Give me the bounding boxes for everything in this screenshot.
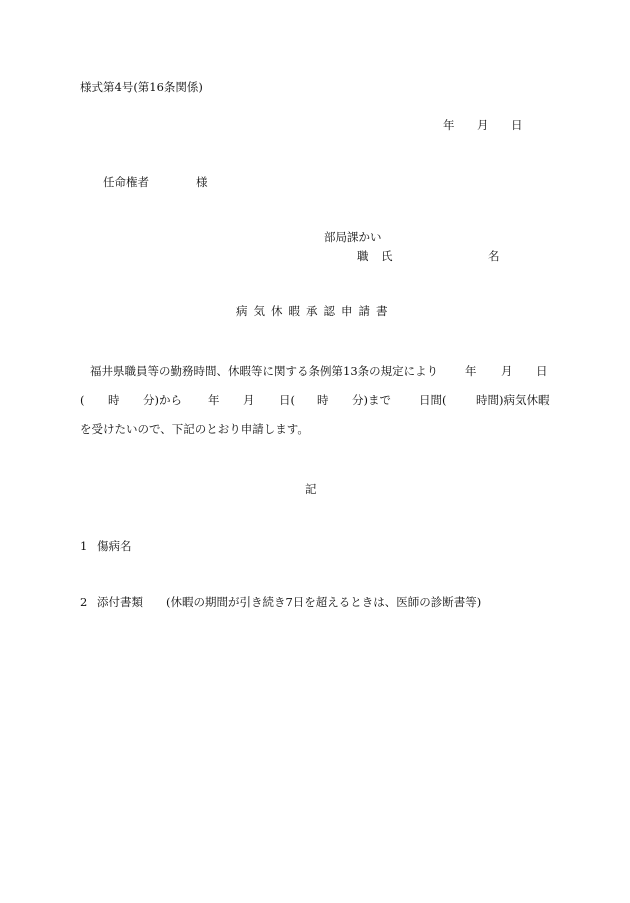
period-start-hour: 時 bbox=[108, 393, 120, 407]
body-line-3 bbox=[80, 421, 548, 437]
body-line-1-day: 日 bbox=[536, 364, 548, 378]
body-line-1-text: 福井県職員等の勤務時間、休暇等に関する条例第13条の規定により bbox=[90, 364, 439, 378]
item-1-label: 傷病名 bbox=[97, 539, 132, 553]
item-2-number: 2 bbox=[80, 595, 88, 609]
date-day-label: 日 bbox=[511, 118, 523, 132]
body-line-1 bbox=[80, 363, 548, 379]
body-line-3-text: を受けたいので、下記のとおり申請します。 bbox=[80, 422, 309, 436]
addressee-honorific: 様 bbox=[196, 175, 208, 189]
period-end-year: 年 bbox=[208, 393, 220, 407]
department-label: 部局課かい bbox=[324, 230, 382, 244]
date-month-label: 月 bbox=[477, 118, 489, 132]
name-label-first-char: 氏 bbox=[381, 249, 393, 263]
period-start-minute: 分)から bbox=[143, 393, 182, 407]
date-year-label: 年 bbox=[443, 118, 455, 132]
period-end-minute: 分)まで bbox=[352, 393, 391, 407]
position-label: 職 bbox=[357, 249, 369, 263]
name-label-second-char: 名 bbox=[488, 249, 500, 263]
body-line-1-year: 年 bbox=[465, 364, 477, 378]
period-hours-sick-leave: 時間)病気休暇 bbox=[476, 393, 550, 407]
document-title: 病気休暇承認申請書 bbox=[236, 304, 394, 318]
item-2-label: 添付書類 bbox=[97, 595, 143, 609]
period-end-day: 日( bbox=[279, 393, 295, 407]
ki-heading: 記 bbox=[305, 482, 317, 496]
period-paren-open: ( bbox=[80, 393, 85, 407]
period-days: 日間( bbox=[419, 393, 447, 407]
body-line-1-month: 月 bbox=[501, 364, 513, 378]
period-end-hour: 時 bbox=[317, 393, 329, 407]
period-end-month: 月 bbox=[243, 393, 255, 407]
item-1-number: 1 bbox=[80, 539, 88, 553]
item-2-note: (休暇の期間が引き続き7日を超えるときは、医師の診断書等) bbox=[166, 595, 482, 609]
addressee-label: 任命権者 bbox=[103, 175, 149, 189]
body-line-2 bbox=[80, 392, 548, 408]
form-number: 様式第4号(第16条関係) bbox=[80, 80, 203, 94]
